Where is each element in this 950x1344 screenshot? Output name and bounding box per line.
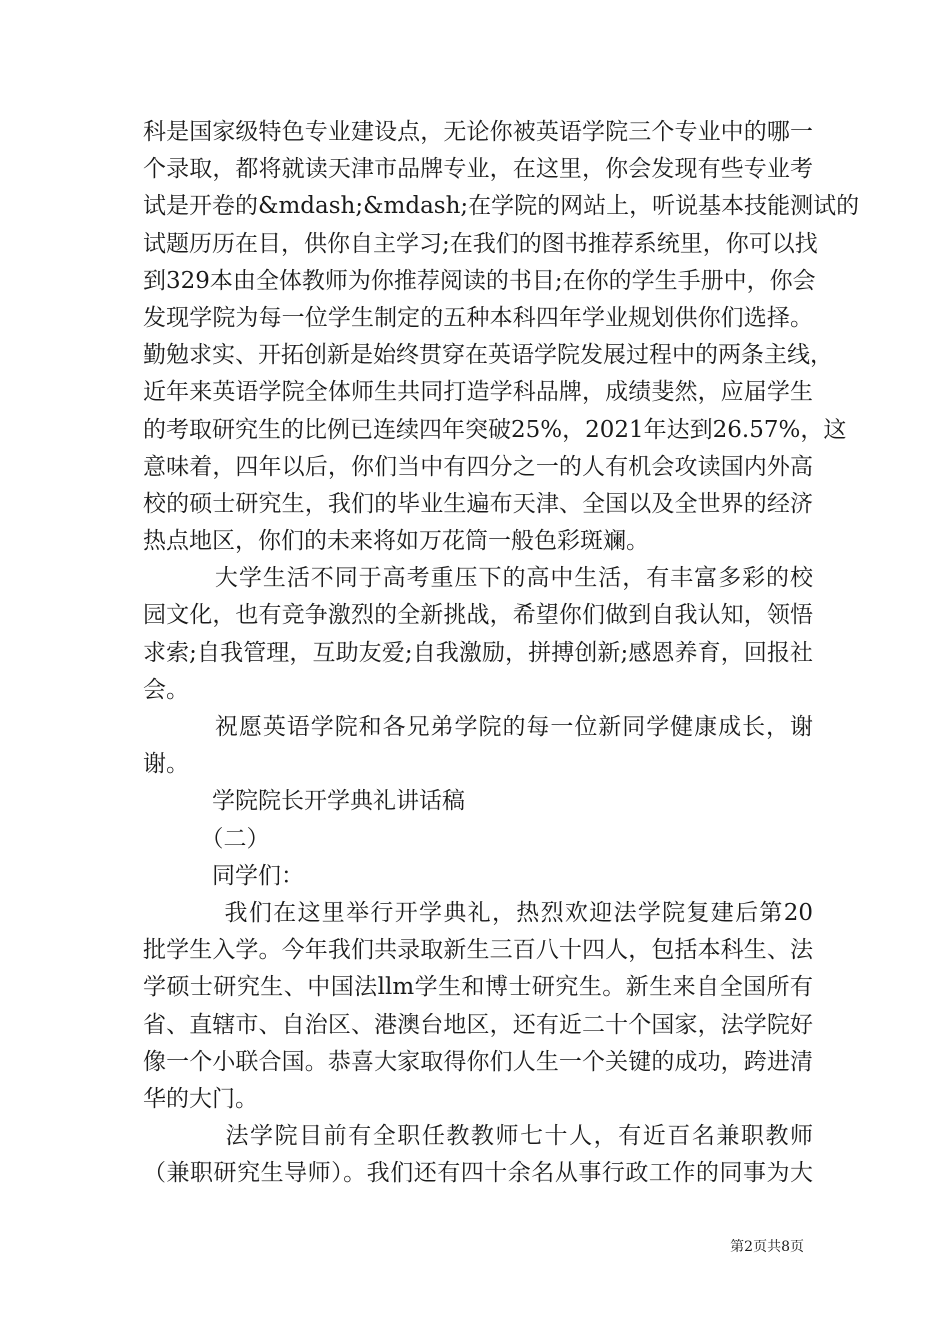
body-line: 意味着，四年以后，你们当中有四分之一的人有机会攻读国内外高 [143, 453, 813, 480]
salutation: 同学们： [143, 862, 304, 889]
body-line: 批学生入学。今年我们共录取新生三百八十四人，包括本科生、法 [143, 937, 813, 964]
body-line: 学硕士研究生、中国法llm学生和博士研究生。新生来自全国所有 [143, 974, 813, 1001]
section-number: （二） [143, 825, 270, 852]
body-line: 热点地区，你们的未来将如万花筒一般色彩斑斓。 [143, 528, 649, 555]
body-line: 校的硕士研究生，我们的毕业生遍布天津、全国以及全世界的经济 [143, 490, 813, 517]
body-line: 个录取，都将就读天津市品牌专业，在这里，你会发现有些专业考 [143, 156, 813, 183]
body-line: 谢。 [143, 751, 189, 778]
body-line: 祝愿英语学院和各兄弟学院的每一位新同学健康成长，谢 [143, 714, 813, 740]
body-line: 我们在这里举行开学典礼，热烈欢迎法学院复建后第20 [143, 899, 813, 926]
body-line: 省、直辖市、自治区、港澳台地区，还有近二十个国家，法学院好 [143, 1011, 813, 1038]
body-line: 试是开卷的&mdash;&mdash;在学院的网站上，听说基本技能测试的 [143, 193, 860, 220]
body-line: 华的大门。 [143, 1085, 258, 1112]
body-line: 近年来英语学院全体师生共同打造学科品牌，成绩斐然，应届学生 [143, 379, 813, 406]
body-line: 大学生活不同于高考重压下的高中生活，有丰富多彩的校 [143, 565, 813, 592]
body-line: 像一个小联合国。恭喜大家取得你们人生一个关键的成功，跨进清 [143, 1048, 813, 1075]
body-line: 的考取研究生的比例已连续四年突破25%，2021年达到26.57%，这 [143, 416, 847, 443]
body-line: 试题历历在目，供你自主学习;在我们的图书推荐系统里，你可以找 [143, 230, 818, 257]
body-line: 到329本由全体教师为你推荐阅读的书目;在你的学生手册中，你会 [143, 267, 816, 294]
body-line: 园文化，也有竞争激烈的全新挑战，希望你们做到自我认知，领悟 [143, 602, 813, 629]
page-number-footer: 第2页共8页 [730, 1239, 804, 1255]
body-line: 会。 [143, 676, 189, 703]
body-line: 发现学院为每一位学生制定的五种本科四年学业规划供你们选择。 [143, 304, 813, 331]
document-body [143, 114, 860, 1192]
body-line: 求索;自我管理，互助友爱;自我激励，拼搏创新;感恩养育，回报社 [143, 639, 813, 666]
section-title: 学院院长开学典礼讲话稿 [143, 788, 465, 815]
body-line: 勤勉求实、开拓创新是始终贯穿在英语学院发展过程中的两条主线， [143, 342, 833, 369]
body-line: 法学院目前有全职任教教师七十人，有近百名兼职教师 [143, 1123, 813, 1150]
body-line: 科是国家级特色专业建设点，无论你被英语学院三个专业中的哪一 [143, 119, 813, 145]
body-line: （兼职研究生导师）。我们还有四十余名从事行政工作的同事为大 [143, 1160, 813, 1187]
